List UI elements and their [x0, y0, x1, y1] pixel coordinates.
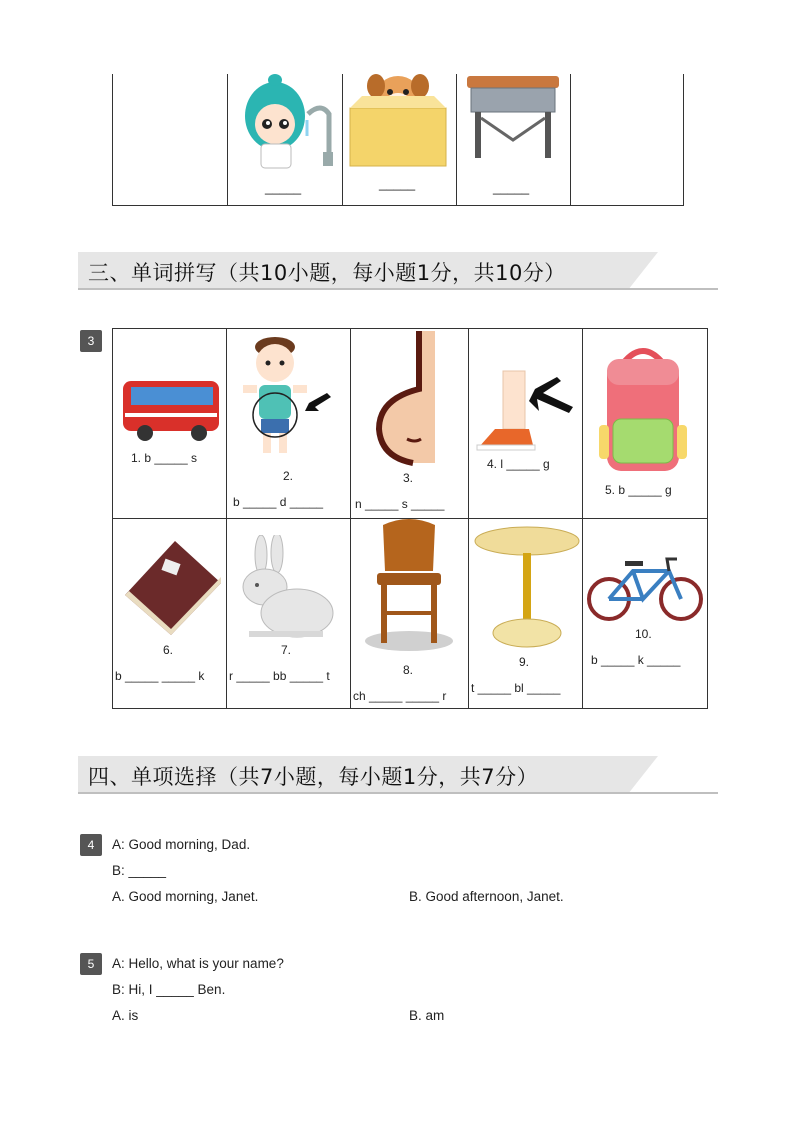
question-4-option-b[interactable]: B. Good afternoon, Janet.	[409, 889, 564, 904]
girl-washing-hands-image	[233, 74, 343, 174]
grid-cell-6	[113, 519, 227, 708]
item-5-label: 5. b _____ g	[605, 483, 672, 497]
question-5-line-b: B: Hi, I _____ Ben.	[112, 982, 226, 997]
item-3-number: 3.	[403, 471, 414, 485]
question-4-line-b: B: _____	[112, 863, 167, 878]
question-4-option-a[interactable]: A. Good morning, Janet.	[112, 889, 259, 904]
rabbit-image	[231, 535, 343, 643]
dog-in-box-image	[348, 74, 448, 169]
question-number-badge: 3	[80, 330, 102, 352]
nose-image	[369, 329, 449, 469]
previous-question-table	[112, 74, 684, 206]
bus-image	[119, 373, 223, 443]
section-3-header	[78, 252, 718, 290]
round-table-image	[471, 525, 581, 649]
grid-cell-9	[469, 519, 583, 708]
word-spelling-grid	[112, 328, 708, 709]
item-4-label: 4. l _____ g	[487, 457, 550, 471]
question-5-badge: 5	[80, 953, 102, 975]
item-7-blank: r _____ bb _____ t	[229, 669, 330, 683]
book-image	[117, 535, 223, 635]
item-7-number: 7.	[281, 643, 292, 657]
item-9-number: 9.	[519, 655, 530, 669]
blank-1: _____	[265, 180, 302, 195]
item-10-blank: b _____ k _____	[591, 653, 681, 667]
grid-cell-8	[351, 519, 469, 708]
item-8-blank: ch _____ _____ r	[353, 689, 447, 703]
blank-2: _____	[379, 176, 416, 191]
bicycle-image	[585, 555, 705, 623]
grid-cell-3	[351, 329, 469, 519]
question-5-line-a: A: Hello, what is your name?	[112, 956, 284, 971]
item-6-blank: b _____ _____ k	[115, 669, 205, 683]
item-9-blank: t _____ bl _____	[471, 681, 561, 695]
question-4-line-a: A: Good morning, Dad.	[112, 837, 251, 852]
grid-cell-1	[113, 329, 227, 519]
item-1-label: 1. b _____ s	[131, 451, 198, 465]
chair-image	[353, 519, 465, 655]
item-2-blank: b _____ d _____	[233, 495, 324, 509]
backpack-image	[597, 343, 689, 475]
grid-cell-5	[583, 329, 707, 519]
section-3-title: 三、单词拼写（共10小题，每小题1分，共10分）	[88, 261, 566, 285]
item-6-number: 6.	[163, 643, 174, 657]
section-4-title: 四、单项选择（共7小题，每小题1分，共7分）	[88, 765, 539, 789]
grid-cell-10	[583, 519, 707, 708]
boy-body-image	[235, 335, 345, 465]
question-5-option-a[interactable]: A. is	[112, 1008, 139, 1023]
question-5-option-b[interactable]: B. am	[409, 1008, 445, 1023]
item-2-number: 2.	[283, 469, 294, 483]
desk-image	[463, 74, 563, 164]
item-3-blank: n _____ s _____	[355, 497, 445, 511]
blank-3: _____	[493, 180, 530, 195]
item-8-number: 8.	[403, 663, 414, 677]
question-4-badge: 4	[80, 834, 102, 856]
grid-cell-7	[227, 519, 351, 708]
item-10-number: 10.	[635, 627, 652, 641]
section-4-header	[78, 756, 718, 794]
grid-cell-2	[227, 329, 351, 519]
leg-image	[473, 367, 581, 453]
grid-cell-4	[469, 329, 583, 519]
